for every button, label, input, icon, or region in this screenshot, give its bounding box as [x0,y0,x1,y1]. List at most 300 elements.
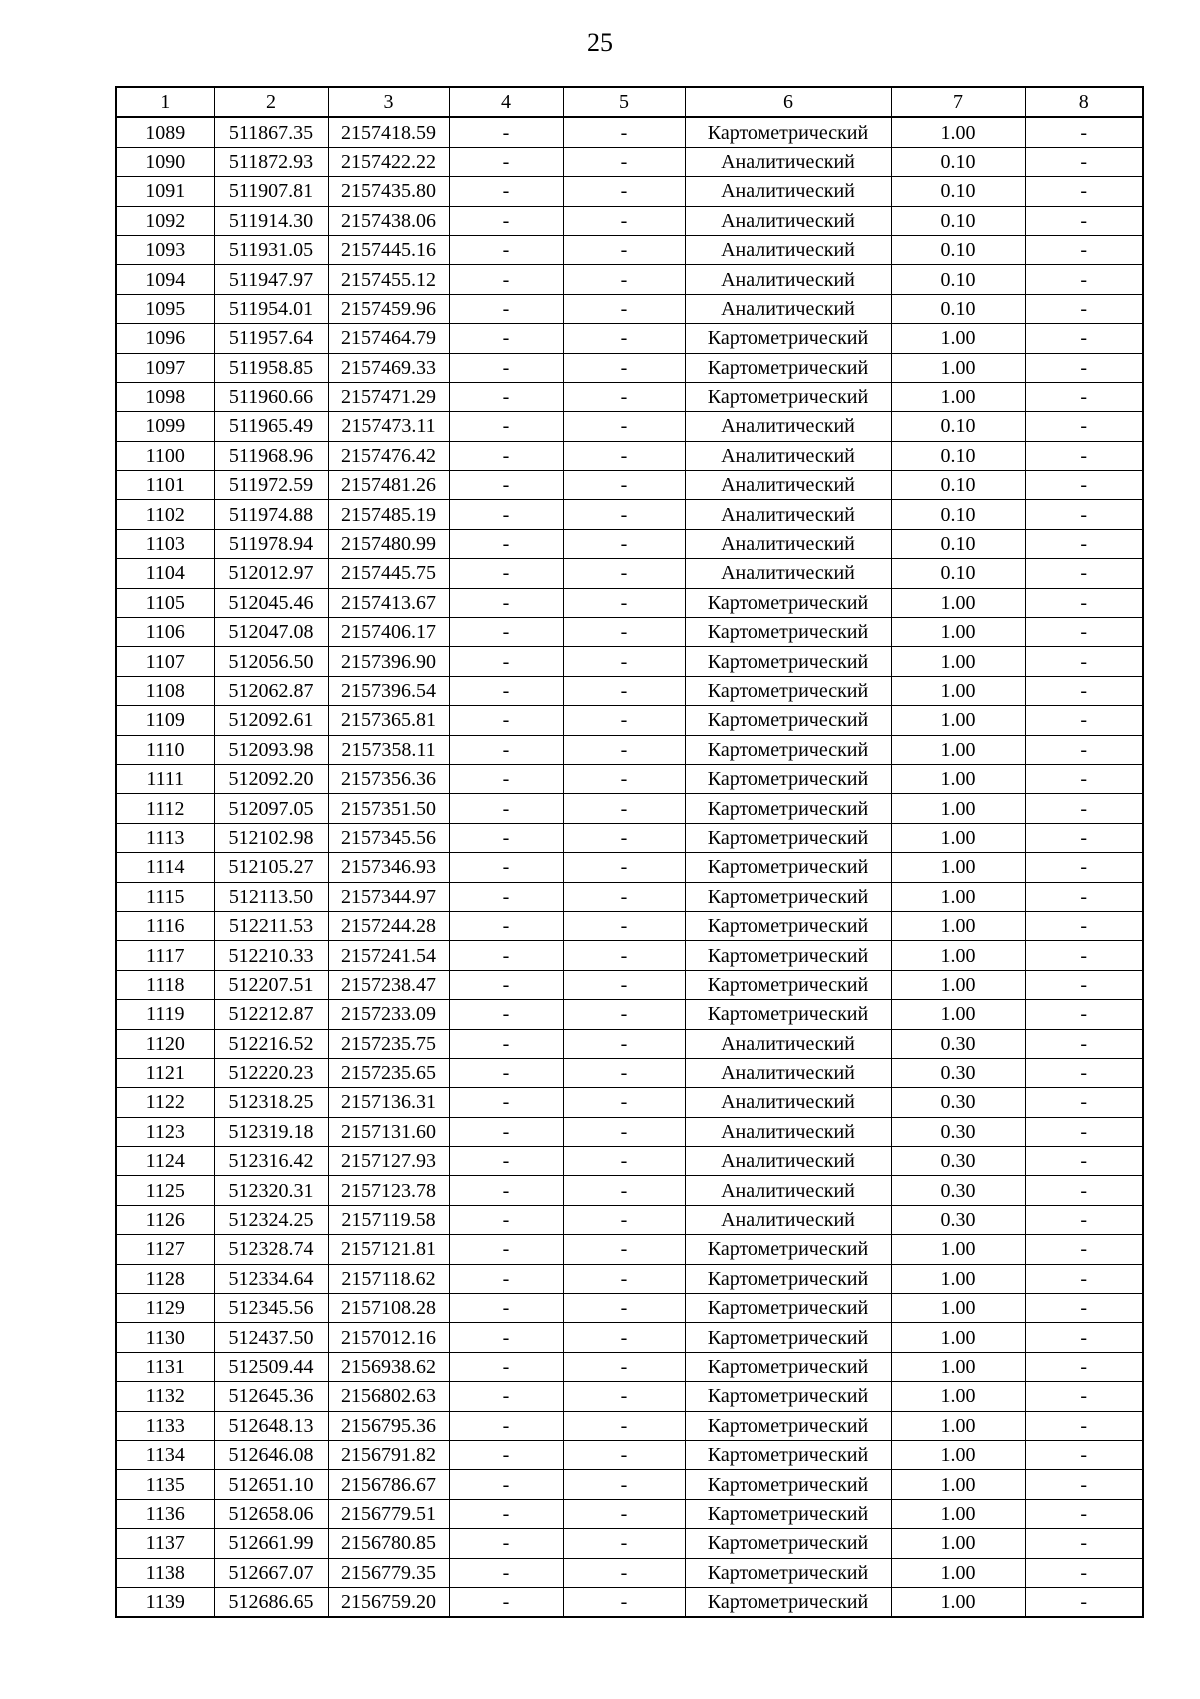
accuracy-cell: 1.00 [891,1558,1025,1587]
column-4-cell: - [449,500,563,529]
method-cell: Аналитический [685,471,891,500]
column-header-1: 1 [116,87,214,117]
table-row [116,1470,1143,1499]
column-4-cell: - [449,235,563,264]
column-5-cell: - [563,1088,685,1117]
column-5-cell: - [563,618,685,647]
column-8-cell: - [1025,588,1143,617]
column-5-cell: - [563,1440,685,1469]
x-coordinate-cell: 511954.01 [214,294,328,323]
x-coordinate-cell: 512105.27 [214,853,328,882]
table-row [116,1117,1143,1146]
x-coordinate-cell: 511978.94 [214,529,328,558]
point-number-cell: 1099 [116,412,214,441]
point-number-cell: 1108 [116,676,214,705]
accuracy-cell: 1.00 [891,970,1025,999]
column-8-cell: - [1025,647,1143,676]
x-coordinate-cell: 512316.42 [214,1147,328,1176]
table-row [116,794,1143,823]
column-4-cell: - [449,1088,563,1117]
method-cell: Аналитический [685,265,891,294]
accuracy-cell: 0.10 [891,294,1025,323]
column-8-cell: - [1025,970,1143,999]
y-coordinate-cell: 2157344.97 [328,882,449,911]
column-5-cell: - [563,764,685,793]
accuracy-cell: 1.00 [891,1440,1025,1469]
method-cell: Картометрический [685,647,891,676]
point-number-cell: 1110 [116,735,214,764]
column-8-cell: - [1025,1058,1143,1087]
table-row [116,353,1143,382]
column-8-cell: - [1025,294,1143,323]
point-number-cell: 1100 [116,441,214,470]
accuracy-cell: 1.00 [891,764,1025,793]
point-number-cell: 1116 [116,911,214,940]
method-cell: Аналитический [685,1029,891,1058]
accuracy-cell: 1.00 [891,117,1025,147]
column-5-cell: - [563,647,685,676]
method-cell: Аналитический [685,1088,891,1117]
column-4-cell: - [449,1352,563,1381]
point-number-cell: 1133 [116,1411,214,1440]
column-5-cell: - [563,500,685,529]
table-row [116,235,1143,264]
method-cell: Картометрический [685,324,891,353]
point-number-cell: 1131 [116,1352,214,1381]
column-5-cell: - [563,1499,685,1528]
point-number-cell: 1091 [116,177,214,206]
y-coordinate-cell: 2157473.11 [328,412,449,441]
accuracy-cell: 1.00 [891,324,1025,353]
y-coordinate-cell: 2157136.31 [328,1088,449,1117]
point-number-cell: 1095 [116,294,214,323]
point-number-cell: 1121 [116,1058,214,1087]
point-number-cell: 1134 [116,1440,214,1469]
x-coordinate-cell: 512056.50 [214,647,328,676]
point-number-cell: 1126 [116,1205,214,1234]
point-number-cell: 1128 [116,1264,214,1293]
y-coordinate-cell: 2156779.51 [328,1499,449,1528]
column-4-cell: - [449,471,563,500]
y-coordinate-cell: 2156780.85 [328,1529,449,1558]
accuracy-cell: 1.00 [891,853,1025,882]
accuracy-cell: 1.00 [891,1529,1025,1558]
accuracy-cell: 1.00 [891,911,1025,940]
column-4-cell: - [449,147,563,176]
point-number-cell: 1096 [116,324,214,353]
column-8-cell: - [1025,206,1143,235]
accuracy-cell: 1.00 [891,647,1025,676]
y-coordinate-cell: 2157238.47 [328,970,449,999]
column-5-cell: - [563,735,685,764]
column-5-cell: - [563,1205,685,1234]
table-row [116,412,1143,441]
accuracy-cell: 1.00 [891,676,1025,705]
table-row [116,1176,1143,1205]
x-coordinate-cell: 512646.08 [214,1440,328,1469]
method-cell: Аналитический [685,1205,891,1234]
column-8-cell: - [1025,1147,1143,1176]
column-header-8: 8 [1025,87,1143,117]
x-coordinate-cell: 511872.93 [214,147,328,176]
accuracy-cell: 0.30 [891,1029,1025,1058]
table-row [116,471,1143,500]
column-5-cell: - [563,1117,685,1146]
column-5-cell: - [563,1264,685,1293]
column-5-cell: - [563,117,685,147]
column-4-cell: - [449,382,563,411]
method-cell: Аналитический [685,147,891,176]
method-cell: Картометрический [685,1499,891,1528]
y-coordinate-cell: 2157396.54 [328,676,449,705]
table-row [116,1264,1143,1293]
table-row [116,1294,1143,1323]
column-4-cell: - [449,853,563,882]
point-number-cell: 1097 [116,353,214,382]
point-number-cell: 1120 [116,1029,214,1058]
column-4-cell: - [449,1147,563,1176]
x-coordinate-cell: 511957.64 [214,324,328,353]
accuracy-cell: 0.10 [891,559,1025,588]
table-row [116,177,1143,206]
column-8-cell: - [1025,618,1143,647]
table-row [116,500,1143,529]
column-5-cell: - [563,1176,685,1205]
column-header-3: 3 [328,87,449,117]
method-cell: Картометрический [685,588,891,617]
column-4-cell: - [449,1058,563,1087]
method-cell: Картометрический [685,1587,891,1617]
x-coordinate-cell: 512102.98 [214,823,328,852]
y-coordinate-cell: 2157244.28 [328,911,449,940]
column-8-cell: - [1025,941,1143,970]
table-row [116,970,1143,999]
table-row [116,911,1143,940]
column-5-cell: - [563,911,685,940]
table-row [116,618,1143,647]
column-8-cell: - [1025,1294,1143,1323]
point-number-cell: 1130 [116,1323,214,1352]
point-number-cell: 1139 [116,1587,214,1617]
column-5-cell: - [563,324,685,353]
accuracy-cell: 0.30 [891,1205,1025,1234]
column-8-cell: - [1025,324,1143,353]
point-number-cell: 1118 [116,970,214,999]
column-8-cell: - [1025,911,1143,940]
table-row [116,1440,1143,1469]
table-row [116,764,1143,793]
y-coordinate-cell: 2157131.60 [328,1117,449,1146]
point-number-cell: 1107 [116,647,214,676]
x-coordinate-cell: 511947.97 [214,265,328,294]
point-number-cell: 1123 [116,1117,214,1146]
point-number-cell: 1090 [116,147,214,176]
accuracy-cell: 0.30 [891,1176,1025,1205]
column-5-cell: - [563,794,685,823]
column-8-cell: - [1025,1323,1143,1352]
table-body [116,117,1143,1617]
column-8-cell: - [1025,117,1143,147]
point-number-cell: 1132 [116,1382,214,1411]
y-coordinate-cell: 2157422.22 [328,147,449,176]
accuracy-cell: 0.10 [891,235,1025,264]
accuracy-cell: 0.10 [891,147,1025,176]
y-coordinate-cell: 2157396.90 [328,647,449,676]
table-row [116,1323,1143,1352]
column-5-cell: - [563,353,685,382]
accuracy-cell: 1.00 [891,706,1025,735]
point-number-cell: 1136 [116,1499,214,1528]
column-header-4: 4 [449,87,563,117]
column-5-cell: - [563,941,685,970]
y-coordinate-cell: 2157455.12 [328,265,449,294]
point-number-cell: 1114 [116,853,214,882]
column-4-cell: - [449,941,563,970]
method-cell: Картометрический [685,853,891,882]
y-coordinate-cell: 2157413.67 [328,588,449,617]
column-5-cell: - [563,1294,685,1323]
column-5-cell: - [563,294,685,323]
method-cell: Аналитический [685,1147,891,1176]
column-5-cell: - [563,412,685,441]
x-coordinate-cell: 512012.97 [214,559,328,588]
accuracy-cell: 1.00 [891,1470,1025,1499]
method-cell: Картометрический [685,1470,891,1499]
column-5-cell: - [563,382,685,411]
accuracy-cell: 0.30 [891,1088,1025,1117]
table-row [116,1205,1143,1234]
table-row [116,1000,1143,1029]
column-4-cell: - [449,353,563,382]
point-number-cell: 1101 [116,471,214,500]
point-number-cell: 1103 [116,529,214,558]
method-cell: Аналитический [685,441,891,470]
x-coordinate-cell: 511972.59 [214,471,328,500]
point-number-cell: 1137 [116,1529,214,1558]
column-8-cell: - [1025,1529,1143,1558]
x-coordinate-cell: 511968.96 [214,441,328,470]
column-4-cell: - [449,412,563,441]
method-cell: Картометрический [685,1558,891,1587]
column-4-cell: - [449,1587,563,1617]
x-coordinate-cell: 512318.25 [214,1088,328,1117]
table-row [116,265,1143,294]
x-coordinate-cell: 512658.06 [214,1499,328,1528]
column-4-cell: - [449,823,563,852]
y-coordinate-cell: 2157108.28 [328,1294,449,1323]
point-number-cell: 1102 [116,500,214,529]
x-coordinate-cell: 512645.36 [214,1382,328,1411]
method-cell: Картометрический [685,706,891,735]
method-cell: Аналитический [685,500,891,529]
point-number-cell: 1089 [116,117,214,147]
x-coordinate-cell: 511867.35 [214,117,328,147]
accuracy-cell: 0.10 [891,412,1025,441]
accuracy-cell: 0.30 [891,1058,1025,1087]
column-header-6: 6 [685,87,891,117]
table-row [116,559,1143,588]
table-row [116,823,1143,852]
x-coordinate-cell: 512324.25 [214,1205,328,1234]
accuracy-cell: 0.10 [891,471,1025,500]
column-8-cell: - [1025,823,1143,852]
column-4-cell: - [449,1440,563,1469]
x-coordinate-cell: 511960.66 [214,382,328,411]
method-cell: Аналитический [685,1176,891,1205]
y-coordinate-cell: 2156779.35 [328,1558,449,1587]
y-coordinate-cell: 2157346.93 [328,853,449,882]
coordinates-table [115,86,1144,1618]
column-5-cell: - [563,441,685,470]
column-5-cell: - [563,471,685,500]
point-number-cell: 1112 [116,794,214,823]
accuracy-cell: 1.00 [891,823,1025,852]
y-coordinate-cell: 2156802.63 [328,1382,449,1411]
table-row [116,706,1143,735]
y-coordinate-cell: 2157233.09 [328,1000,449,1029]
accuracy-cell: 0.10 [891,441,1025,470]
column-8-cell: - [1025,353,1143,382]
table-header-row [116,87,1143,117]
column-4-cell: - [449,1235,563,1264]
column-8-cell: - [1025,559,1143,588]
point-number-cell: 1104 [116,559,214,588]
table-row [116,1088,1143,1117]
point-number-cell: 1138 [116,1558,214,1587]
column-5-cell: - [563,177,685,206]
point-number-cell: 1113 [116,823,214,852]
column-8-cell: - [1025,265,1143,294]
column-8-cell: - [1025,500,1143,529]
table-row [116,441,1143,470]
table-row [116,324,1143,353]
point-number-cell: 1092 [116,206,214,235]
column-4-cell: - [449,676,563,705]
column-4-cell: - [449,1323,563,1352]
x-coordinate-cell: 512113.50 [214,882,328,911]
column-5-cell: - [563,970,685,999]
method-cell: Аналитический [685,529,891,558]
column-5-cell: - [563,1587,685,1617]
column-4-cell: - [449,764,563,793]
column-5-cell: - [563,1029,685,1058]
table-row [116,735,1143,764]
x-coordinate-cell: 512207.51 [214,970,328,999]
y-coordinate-cell: 2157121.81 [328,1235,449,1264]
y-coordinate-cell: 2157418.59 [328,117,449,147]
point-number-cell: 1105 [116,588,214,617]
y-coordinate-cell: 2157127.93 [328,1147,449,1176]
y-coordinate-cell: 2157358.11 [328,735,449,764]
column-8-cell: - [1025,412,1143,441]
y-coordinate-cell: 2156759.20 [328,1587,449,1617]
method-cell: Аналитический [685,235,891,264]
x-coordinate-cell: 511965.49 [214,412,328,441]
x-coordinate-cell: 512047.08 [214,618,328,647]
y-coordinate-cell: 2157438.06 [328,206,449,235]
column-5-cell: - [563,1323,685,1352]
column-4-cell: - [449,1294,563,1323]
column-4-cell: - [449,1264,563,1293]
method-cell: Картометрический [685,941,891,970]
accuracy-cell: 0.10 [891,529,1025,558]
accuracy-cell: 1.00 [891,618,1025,647]
accuracy-cell: 1.00 [891,941,1025,970]
column-8-cell: - [1025,735,1143,764]
point-number-cell: 1135 [116,1470,214,1499]
y-coordinate-cell: 2157119.58 [328,1205,449,1234]
column-4-cell: - [449,618,563,647]
x-coordinate-cell: 512667.07 [214,1558,328,1587]
method-cell: Картометрический [685,1323,891,1352]
column-8-cell: - [1025,706,1143,735]
method-cell: Картометрический [685,1000,891,1029]
column-4-cell: - [449,529,563,558]
column-4-cell: - [449,265,563,294]
x-coordinate-cell: 512220.23 [214,1058,328,1087]
x-coordinate-cell: 511958.85 [214,353,328,382]
x-coordinate-cell: 512328.74 [214,1235,328,1264]
y-coordinate-cell: 2157123.78 [328,1176,449,1205]
column-5-cell: - [563,823,685,852]
column-5-cell: - [563,147,685,176]
y-coordinate-cell: 2157118.62 [328,1264,449,1293]
y-coordinate-cell: 2157445.75 [328,559,449,588]
table-row [116,588,1143,617]
point-number-cell: 1094 [116,265,214,294]
point-number-cell: 1119 [116,1000,214,1029]
column-5-cell: - [563,206,685,235]
x-coordinate-cell: 511914.30 [214,206,328,235]
column-5-cell: - [563,1529,685,1558]
column-5-cell: - [563,588,685,617]
accuracy-cell: 0.10 [891,206,1025,235]
column-5-cell: - [563,235,685,264]
method-cell: Картометрический [685,1382,891,1411]
point-number-cell: 1117 [116,941,214,970]
point-number-cell: 1098 [116,382,214,411]
column-4-cell: - [449,706,563,735]
method-cell: Аналитический [685,559,891,588]
method-cell: Картометрический [685,1440,891,1469]
column-5-cell: - [563,706,685,735]
accuracy-cell: 1.00 [891,382,1025,411]
accuracy-cell: 1.00 [891,882,1025,911]
method-cell: Аналитический [685,294,891,323]
column-8-cell: - [1025,1587,1143,1617]
y-coordinate-cell: 2157235.65 [328,1058,449,1087]
x-coordinate-cell: 512345.56 [214,1294,328,1323]
y-coordinate-cell: 2156786.67 [328,1470,449,1499]
column-8-cell: - [1025,794,1143,823]
table-row [116,294,1143,323]
accuracy-cell: 0.30 [891,1117,1025,1146]
accuracy-cell: 0.10 [891,177,1025,206]
column-5-cell: - [563,882,685,911]
column-5-cell: - [563,1382,685,1411]
column-8-cell: - [1025,177,1143,206]
y-coordinate-cell: 2157435.80 [328,177,449,206]
y-coordinate-cell: 2157345.56 [328,823,449,852]
method-cell: Картометрический [685,676,891,705]
column-4-cell: - [449,177,563,206]
method-cell: Картометрический [685,353,891,382]
column-4-cell: - [449,794,563,823]
column-5-cell: - [563,1352,685,1381]
column-4-cell: - [449,206,563,235]
accuracy-cell: 1.00 [891,735,1025,764]
table-row [116,1382,1143,1411]
